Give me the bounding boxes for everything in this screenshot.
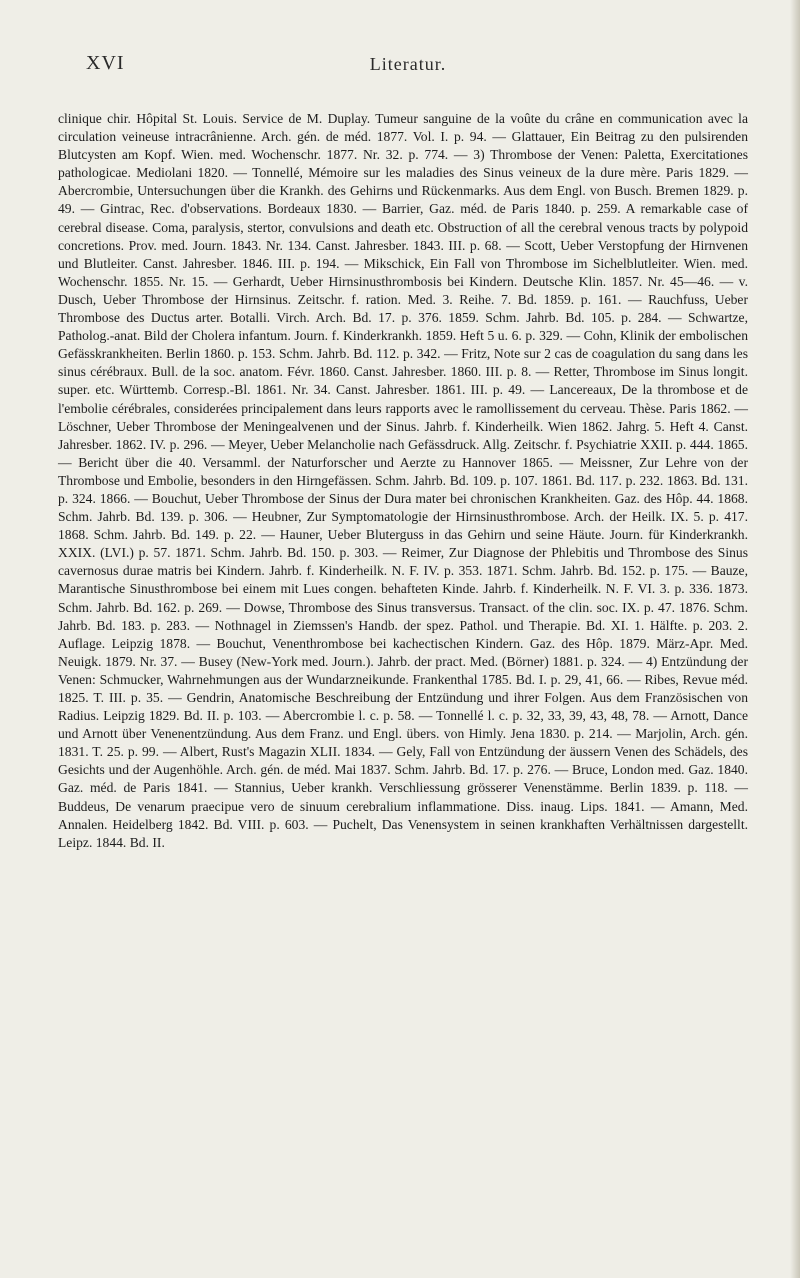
- bibliography-paragraph: clinique chir. Hôpital St. Louis. Service de M. Duplay. Tumeur sanguine de la voûte du crâne en communication avec la circulation veineuse intracrânienne. Arch. gén. de méd. 1877. Vol. I. p. 94. — Glattauer, Ein Beitrag zu den pulsirenden Blutcysten am Kopf. Wien. med. Wochenschr. 1877. Nr. 32. p. 774. — 3) Thrombose der Venen: Paletta, Exercitationes pathologicae. Mediolani 1820. — Tonnellé, Mémoire sur les maladies des Sinus veineux de la dure mère. Paris 1829. — Abercrombie, Untersuchungen über die Krankh. des Gehirns und Rückenmarks. Aus dem Engl. von Busch. Bremen 1829. p. 49. — Gintrac, Rec. d'observations. Bordeaux 1830. — Barrier, Gaz. méd. de Paris 1840. p. 259. A remarkable case of cerebral disease. Coma, paralysis, stertor, convulsions and death etc. Obstruction of all the cerebral venous tracts by polypoid concretions. Prov. med. Journ. 1843. Nr. 134. Canst. Jahresber. 1843. III. p. 68. — Scott, Ueber Verstopfung der Hirnvenen und Blutleiter. Canst. Jahresber. 1846. III. p. 194. — Mikschick, Ein Fall von Thrombose im Sichelblutleiter. Wien. med. Wochenschr. 1855. Nr. 15. — Gerhardt, Ueber Hirnsinusthrombosis bei Kindern. Deutsche Klin. 1857. Nr. 45—46. — v. Dusch, Ueber Thrombose der Hirnsinus. Zeitschr. f. ration. Med. 3. Reihe. 7. Bd. 1859. p. 161. — Rauchfuss, Ueber Thrombose des Ductus arter. Botalli. Virch. Arch. Bd. 17. p. 376. 1859. Schm. Jahrb. Bd. 105. p. 284. — Schwartze, Patholog.-anat. Bild der Cholera infantum. Journ. f. Kinderkrankh. 1859. Heft 5 u. 6. p. 329. — Cohn, Klinik der embolischen Gefässkrankheiten. Berlin 1860. p. 153. Schm. Jahrb. Bd. 112. p. 342. — Fritz, Note sur 2 cas de coagulation du sang dans les sinus cérébraux. Bull. de la soc. anatom. Févr. 1860. Canst. Jahresber. 1860. III. p. 8. — Retter, Thrombose im Sinus longit. super. etc. Württemb. Corresp.-Bl. 1861. Nr. 34. Canst. Jahresber. 1861. III. p. 49. — Lancereaux, De la thrombose et de l'embolie cérébrales, considerées principalement dans leurs rapports avec le ramollissement du cerveau. Thèse. Paris 1862. — Löschner, Ueber Thrombose der Meningealvenen und der Sinus. Jahrb. f. Kinderheilk. Wien 1862. Jahrg. 5. Heft 4. Canst. Jahresber. 1862. IV. p. 296. — Meyer, Ueber Melancholie nach Gefässdruck. Allg. Zeitschr. f. Psychiatrie XXII. p. 444. 1865. — Bericht über die 40. Versamml. der Naturforscher und Aerzte zu Hannover 1865. — Meissner, Zur Lehre von der Thrombose und Embolie, besonders in den Hirngefässen. Schm. Jahrb. Bd. 109. p. 107. 1861. Bd. 117. p. 232. 1863. Bd. 131. p. 324. 1866. — Bouchut, Ueber Thrombose der Sinus der Dura mater bei chronischen Krankheiten. Gaz. des Hôp. 44. 1868. Schm. Jahrb. Bd. 139. p. 306. — Heubner, Zur Symptomatologie der Hirnsinusthrombose. Arch. der Heilk. IX. 5. p. 417. 1868. Schm. Jahrb. Bd. 149. p. 22. — Hauner, Ueber Bluterguss in das Gehirn und seine Häute. Journ. für Kinderkrankh. XXIX. (LVI.) p. 57. 1871. Schm. Jahrb. Bd. 150. p. 303. — Reimer, Zur Diagnose der Phlebitis und Thrombose des Sinus cavernosus durae matris bei Kindern. Jahrb. f. Kinderheilk. N. F. IV. p. 353. 1871. Schm. Jahrb. Bd. 152. p. 175. — Bauze, Marantische Sinusthrombose bei einem mit Lues congen. behafteten Kinde. Jahrb. f. Kinderheilk. N. F. VI. 3. p. 336. 1873. Schm. Jahrb. Bd. 162. p. 269. — Dowse, Thrombose des Sinus transversus. Transact. of the clin. soc. IX. p. 47. 1876. Schm. Jahrb. Bd. 183. p. 283. — Nothnagel in Ziemssen's Handb. der spez. Pathol. und Therapie. Bd. XI. 1. Hälfte. p. 203. 2. Auflage. Leipzig 1878. — Bouchut, Venenthrombose bei kachectischen Kindern. Gaz. des Hôp. 1879. März-Apr. Med. Neuigk. 1879. Nr. 37. — Busey (New-York med. Journ.). Jahrb. der pract. Med. (Börner) 1881. p. 324. — 4) Entzündung der Venen: Schmucker, Wahrnehmungen aus der Wundarzneikunde. Frankenthal 1785. Bd. I. p. 29, 41, 66. — Ribes, Revue méd. 1825. T. III. p. 35. — Gendrin, Anatomische Beschreibung der Entzündung und ihrer Folgen. Aus dem Französischen von Radius. Leipzig 1829. Bd. II. p. 103. — Abercrombie l. c. p. 58. — Tonnellé l. c. p. 32, 33, 39, 43, 48, 78. — Arnott, Dance und Arnott über Venenentzündung. Aus dem Franz. und Engl. übers. von Himly. Jena 1830. p. 214. — Marjolin, Arch. gén. 1831. T. 25. p. 99. — Albert, Rust's Magazin XLII. 1834. — Gely, Fall von Entzündung der äussern Venen des Schädels, des Gesichts und der Augenhöhle. Arch. gén. de méd. Mai 1837. Schm. Jahrb. Bd. 17. p. 276. — Bruce, London med. Gaz. 1840. Gaz. méd. de Paris 1841. — Stannius, Ueber krankh. Verschliessung grösserer Venenstämme. Berlin 1839. p. 118. — Buddeus, De venarum praecipue vero de sinuum cerebralium inflammatione. Diss. inaug. Lips. 1841. — Amann, Med. Annalen. Heidelberg 1842. Bd. VIII. p. 603. — Puchelt, Das Venensystem in seinen krankhaften Verhältnissen dargestellt. Leipz. 1844. Bd. II.: [58, 111, 748, 850]
- page-header: [86, 52, 730, 82]
- running-title: Literatur.: [369, 54, 447, 74]
- page-edge-shadow: [790, 0, 800, 1278]
- bibliography-text: [58, 110, 748, 852]
- page-number: XVI: [86, 52, 125, 74]
